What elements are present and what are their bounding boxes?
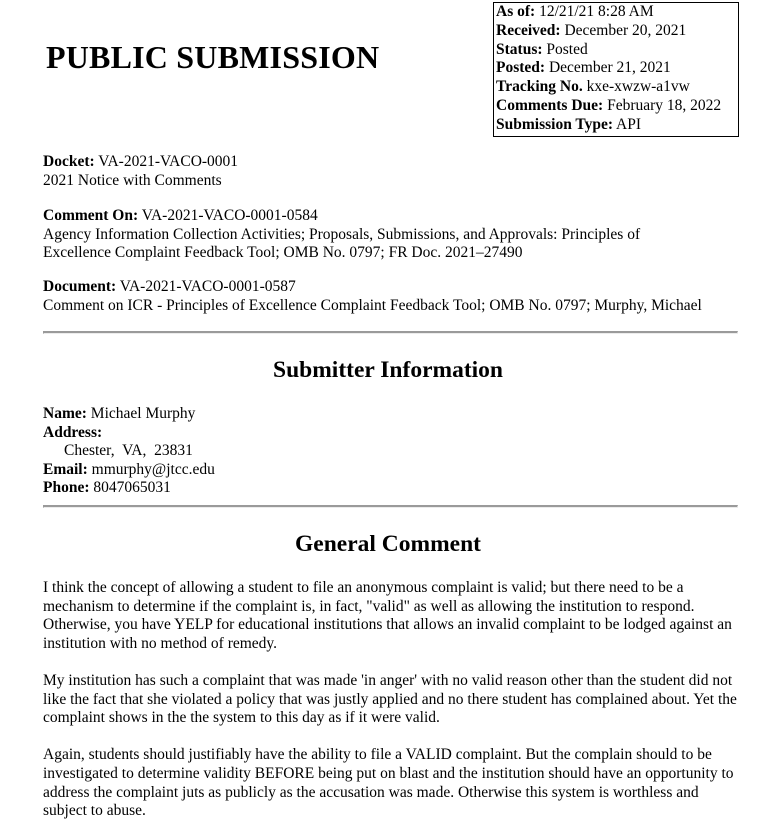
status-value: Posted <box>546 40 588 58</box>
name-label: Name: <box>43 405 87 422</box>
comments-due-value: February 18, 2022 <box>607 96 722 114</box>
comment-on-description-line1: Agency Information Collection Activities; Proposals, Submissions, and Approvals: Principles of <box>43 225 641 243</box>
as-of-value: 12/21/21 8:28 AM <box>539 3 654 20</box>
comment-on-section <box>43 207 743 263</box>
status-label: Status: <box>496 40 543 58</box>
as-of-row <box>496 3 738 22</box>
address-value: Chester, VA, 23831 <box>64 442 193 459</box>
comment-paragraph: Again, students should justifiably have the ability to file a VALID complaint. But the complain should to be investigated to determine validity BEFORE being put on blast and the institution should have an opportunity to address the complaint juts as publicly as the accusation was made. Otherwise this system is worthless and subject to abuse. <box>43 746 734 820</box>
comments-due-label: Comments Due: <box>496 96 604 114</box>
document-id: VA-2021-VACO-0001-0587 <box>119 278 296 295</box>
received-label: Received: <box>496 21 561 39</box>
submission-type-label: Submission Type: <box>496 115 614 133</box>
docket-label: Docket: <box>43 153 95 170</box>
document-label: Document: <box>43 278 117 295</box>
tracking-label: Tracking No. <box>496 78 583 96</box>
email-label: Email: <box>43 460 88 478</box>
phone-label: Phone: <box>43 479 90 496</box>
divider <box>43 505 738 508</box>
docket-description: 2021 Notice with Comments <box>43 171 222 189</box>
comment-paragraph: I think the concept of allowing a student to file an anonymous complaint is valid; but there need to be a mechanism to determine if the complaint is, in fact, "valid" as well as allowing the institution to respond. Otherwise, you have YELP for educational institutions that allows an invalid complaint to be lodged against an institution with no method of remedy. <box>43 579 732 652</box>
tracking-row <box>496 78 738 97</box>
general-comment-body <box>43 579 743 839</box>
document-description: Comment on ICR - Principles of Excellence Complaint Feedback Tool; OMB No. 0797; Murphy, Michael <box>43 296 702 314</box>
received-row <box>496 22 738 41</box>
comment-on-label: Comment On: <box>43 207 139 224</box>
submission-type-value: API <box>616 115 642 133</box>
submission-metadata-box <box>493 2 739 137</box>
posted-label: Posted: <box>496 59 546 77</box>
submitter-info <box>43 405 743 498</box>
submitter-section-title: Submitter Information <box>273 357 503 383</box>
posted-value: December 21, 2021 <box>548 59 671 77</box>
general-comment-section-title: General Comment <box>295 531 481 557</box>
comment-paragraph: My institution has such a complaint that was made 'in anger' with no valid reason other than the student did not like the fact that she violated a policy that was justly applied and no there student has complained about. Yet the complaint shows in the the system to this day as if it were valid. <box>43 671 737 727</box>
phone-value: 8047065031 <box>93 479 171 496</box>
address-label: Address: <box>43 423 103 441</box>
comments-due-row <box>496 97 738 116</box>
submission-type-row <box>496 116 738 135</box>
as-of-label: As of: <box>496 3 536 20</box>
divider <box>43 331 738 334</box>
comment-on-id: VA-2021-VACO-0001-0584 <box>141 207 318 224</box>
email-value: mmurphy@jtcc.edu <box>91 460 215 478</box>
name-value: Michael Murphy <box>90 405 196 422</box>
page-title: PUBLIC SUBMISSION <box>46 39 380 75</box>
docket-id: VA-2021-VACO-0001 <box>98 153 239 170</box>
docket-section <box>43 153 743 190</box>
document-section <box>43 278 743 315</box>
received-value: December 20, 2021 <box>564 21 687 39</box>
posted-row <box>496 59 738 78</box>
status-row <box>496 41 738 60</box>
tracking-value: kxe-xwzw-a1vw <box>586 78 690 96</box>
comment-on-description-line2: Excellence Complaint Feedback Tool; OMB No. 0797; FR Doc. 2021–27490 <box>43 244 523 261</box>
